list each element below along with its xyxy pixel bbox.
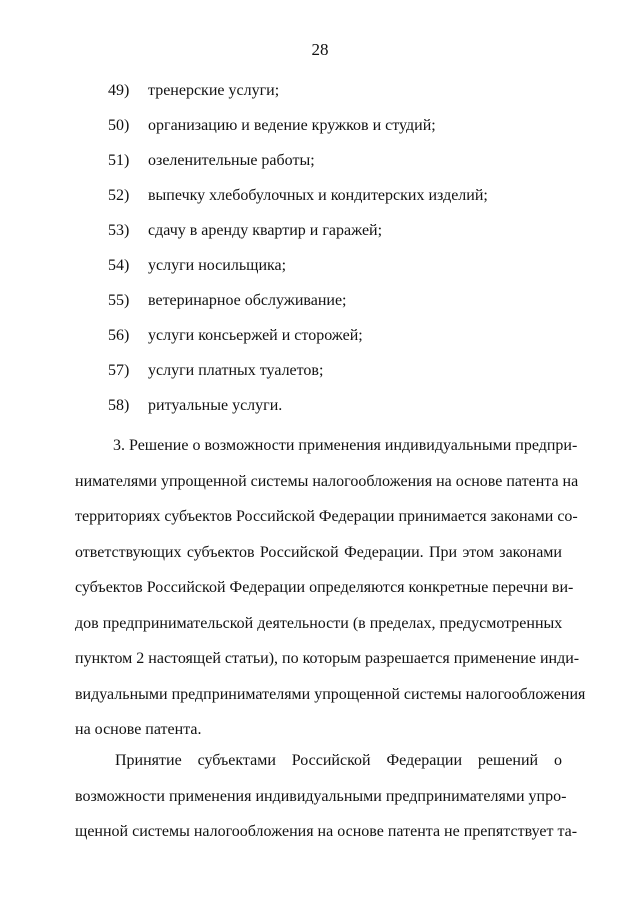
- paragraph-3: [75, 428, 586, 748]
- list-item: [0, 151, 640, 186]
- list-item-number: 51): [108, 152, 130, 169]
- list-item-text: тренерские услуги;: [148, 82, 280, 99]
- list-item: [0, 396, 640, 431]
- paragraph-first-line: [75, 743, 562, 779]
- list-item-text: организацию и ведение кружков и студий;: [148, 117, 436, 134]
- paragraph-word: Принятие: [115, 752, 182, 769]
- list-item-number: 50): [108, 117, 130, 134]
- paragraph-word: Российской: [291, 752, 371, 769]
- list-item-text: услуги носильщика;: [148, 257, 287, 274]
- paragraph-line: дов предпринимательской деятельности (в пределах, предусмотренных: [75, 614, 563, 632]
- list-item-text: услуги платных туалетов;: [148, 362, 324, 379]
- list-item: [0, 116, 640, 151]
- paragraph-line: пунктом 2 настоящей статьи), по которым разрешается применение инди-: [75, 650, 580, 667]
- paragraph-4: [75, 743, 578, 850]
- list-item-text: озеленительные работы;: [148, 152, 315, 169]
- paragraph-line: на основе патента.: [75, 721, 202, 738]
- list-item-number: 58): [108, 397, 130, 414]
- list-item: [0, 361, 640, 396]
- paragraph-word: субъектами: [197, 752, 276, 769]
- paragraph-line: щенной системы налогообложения на основе патента не препятствует та-: [75, 823, 578, 840]
- list-item: [0, 256, 640, 291]
- list-item-number: 53): [108, 222, 130, 239]
- activity-list: [0, 81, 640, 431]
- paragraph-line: 3. Решение о возможности применения индивидуальными предпри-: [113, 437, 578, 454]
- list-item-text: выпечку хлебобулочных и кондитерских изделий;: [148, 187, 488, 204]
- paragraph-word: о: [553, 752, 562, 769]
- paragraph-line: субъектов Российской Федерации определяются конкретные перечни ви-: [75, 579, 574, 596]
- paragraph-word: решений: [477, 752, 539, 769]
- list-item-number: 49): [108, 82, 130, 99]
- paragraph-line: нимателями упрощенной системы налогообложения на основе патента на: [75, 472, 579, 490]
- page-number: 28: [311, 40, 329, 59]
- paragraph-line: возможности применения индивидуальными предпринимателями упро-: [75, 787, 567, 805]
- paragraph-line: ответствующих субъектов Российской Федерации. При этом законами: [75, 543, 562, 561]
- paragraph-line: территориях субъектов Российской Федерации принимается законами со-: [75, 508, 578, 525]
- list-item-text: услуги консьержей и сторожей;: [148, 327, 363, 344]
- paragraph-word: Федерации: [386, 752, 463, 769]
- list-item: [0, 221, 640, 256]
- list-item-text: ветеринарное обслуживание;: [148, 292, 347, 309]
- list-item-number: 54): [108, 257, 130, 274]
- list-item-number: 52): [108, 187, 130, 204]
- list-item: [0, 326, 640, 361]
- list-item-number: 57): [108, 362, 130, 379]
- list-item-number: 55): [108, 292, 130, 309]
- paragraph-line: видуальными предпринимателями упрощенной системы налогообложения: [75, 685, 586, 703]
- list-item-number: 56): [108, 327, 130, 344]
- list-item-text: ритуальные услуги.: [148, 397, 283, 414]
- list-item: [0, 291, 640, 326]
- list-item: [0, 186, 640, 221]
- list-item-text: сдачу в аренду квартир и гаражей;: [148, 222, 383, 239]
- list-item: [0, 81, 640, 116]
